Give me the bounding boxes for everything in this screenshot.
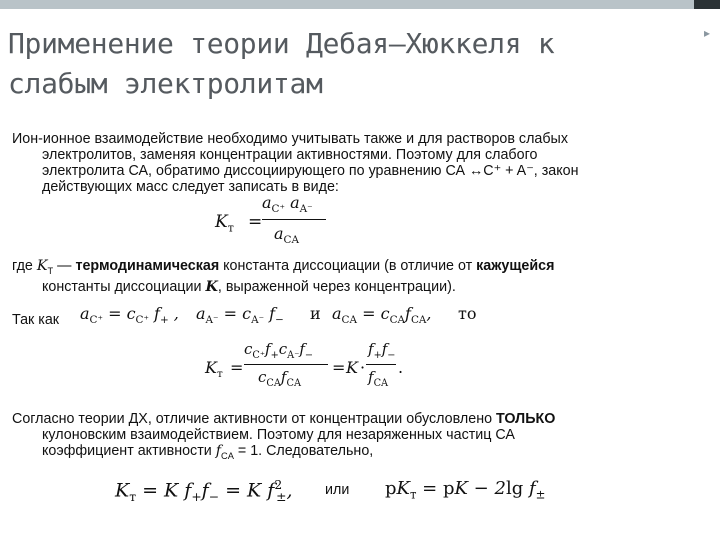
- eq-activity-anion: $a_{A^-} = c_{A^-}$ $f_-$: [196, 304, 284, 327]
- label-then: то: [458, 304, 477, 323]
- triangle-icon: ▸: [704, 26, 711, 40]
- label-since: Так как: [12, 312, 60, 328]
- top-accent-bar: [0, 0, 720, 9]
- para1-line3: электролита СА, обратимо диссоциирующего по уравнению СА ↔C⁺ + A⁻, закон: [42, 163, 579, 179]
- eq1-lhs: $K_т$: [215, 212, 234, 235]
- eq2-lhs: $K_т$: [205, 358, 223, 381]
- eq-activity-cation: $a_{C^+} = c_{C^+}$ $f_+$ ,: [80, 304, 179, 327]
- label-or: или: [325, 482, 350, 498]
- paragraph-where: [12, 258, 712, 295]
- eq2-fraction-line-1: [244, 364, 328, 365]
- para2-line1: где $K_Т$ — термодинамическая константа диссоциации (в отличие от кажущейся: [12, 258, 555, 276]
- eq1-denominator: $a_{CA}$: [274, 224, 300, 247]
- para1-line1: Ион-ионное взаимодействие необходимо учитывать также и для растворов слабых: [12, 131, 568, 147]
- eq1-fraction-line: [262, 219, 326, 220]
- para1-line2: электролитов, заменяя концентрации активностями. Поэтому для слабого: [42, 147, 538, 163]
- top-bar-light: [0, 0, 694, 9]
- paragraph-intro: [12, 131, 712, 195]
- eq2-denominator-2: $f_{CA}$: [368, 368, 389, 389]
- eq2-equals: =: [230, 358, 244, 377]
- slide-title-line1: Применение теории Дебая—Хюккеля к: [8, 27, 555, 60]
- eq1-numerator: $a_{C^+}$ $a_{A^-}$: [262, 193, 313, 216]
- equation-final-kt: $K_т = K$ $f_+f_- = K$ $f^2_\pm$,: [115, 478, 293, 505]
- eq2-numerator: $c_{C^+}f_+c_{A^-}f_-$: [244, 340, 314, 361]
- para4-line2: кулоновским взаимодействием. Поэтому для незаряженных частиц СА: [42, 427, 515, 443]
- para4-line3: коэффициент активности $f_{CA} = 1$. Следовательно,: [42, 443, 374, 461]
- eq2-fraction-line-2: [366, 364, 396, 365]
- eq2-k: K: [346, 358, 358, 377]
- para2-line2: константы диссоциации K, выраженной через концентрации).: [42, 278, 456, 295]
- equation-final-pkt: $pK_т$ = pK − 2lg $f_\pm$: [385, 478, 546, 502]
- slide-title-line2: слабым электролитам: [8, 67, 323, 100]
- paragraph-dh-theory: [12, 411, 712, 464]
- eq2-denominator: $c_{CA}f_{CA}$: [258, 368, 301, 389]
- eq2-numerator-2: $f_+f_-$: [368, 340, 396, 361]
- top-bar-dark: [694, 0, 720, 9]
- label-and: и: [310, 304, 321, 323]
- eq2-equals-2: =: [332, 358, 346, 377]
- eq1-equals: =: [248, 212, 263, 232]
- para4-line1: Согласно теории ДХ, отличие активности от концентрации обусловлено ТОЛЬКО: [12, 411, 556, 427]
- eq-activity-ca: $a_{CA} = c_{CA}f_{CA}$,: [332, 304, 432, 327]
- slide-title: [8, 24, 711, 104]
- para1-line4: действующих масс следует записать в виде:: [42, 179, 339, 195]
- eq2-dot: ·: [360, 358, 366, 377]
- eq2-period: .: [398, 358, 404, 377]
